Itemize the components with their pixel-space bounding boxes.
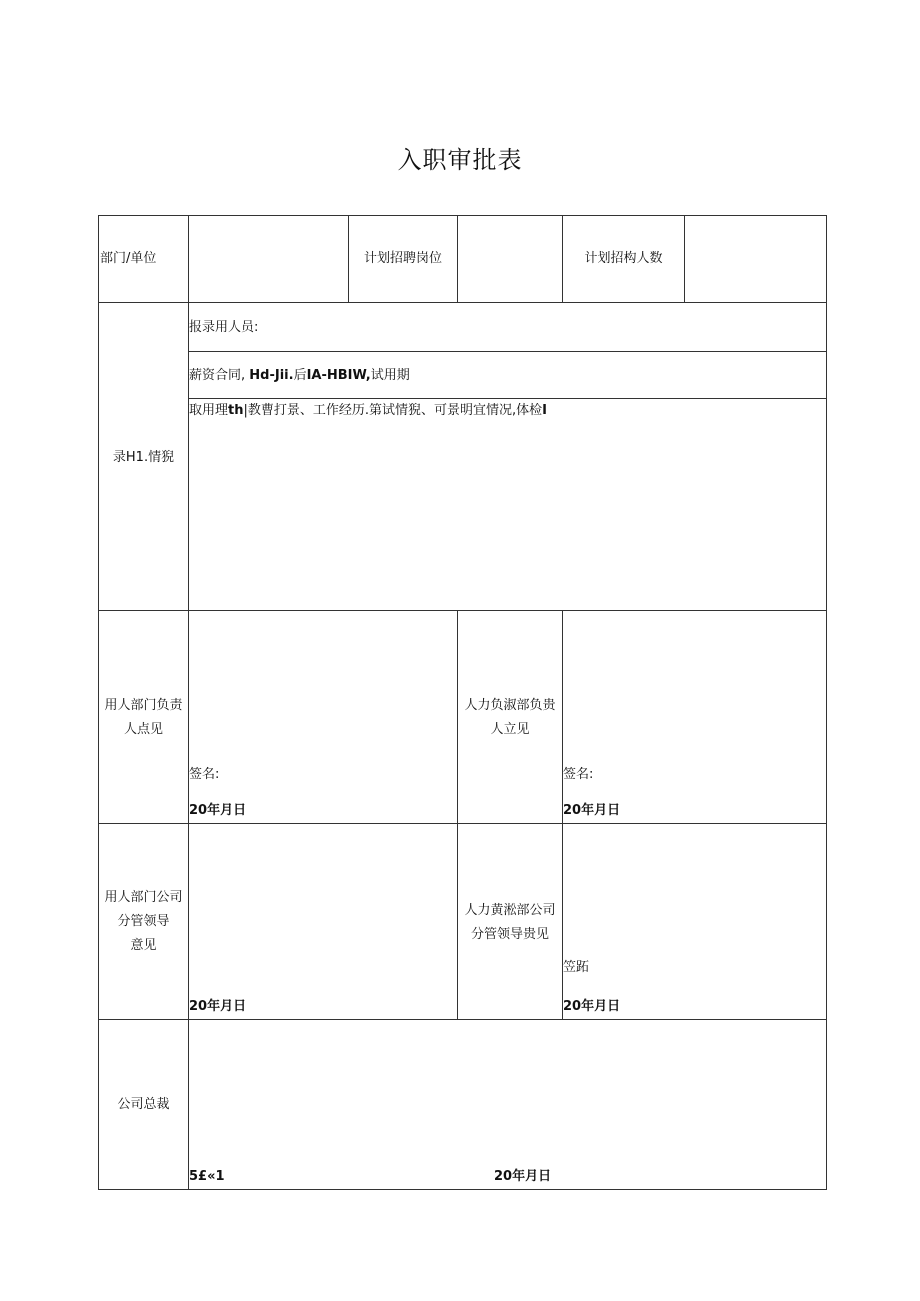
hr-head-sign-label: 签名: [563,767,594,782]
ceo-date: 20年月日 [494,1169,552,1184]
salary-label-d: IA-HBIW, [306,368,371,383]
salary-label-e: 试用期 [370,368,410,383]
label-line: 分管领导 [117,914,170,929]
label-line: 用人部门公司 [104,890,183,905]
dept-head-sign-label: 签名: [189,767,220,782]
dept-field[interactable] [190,217,346,301]
dept-leader-opinion-label [99,886,188,958]
hire-salary-line [189,364,410,388]
label-line: 意见 [130,938,157,953]
label-line: 人点见 [123,722,163,737]
label-line: 分管领导贵见 [470,927,549,942]
dept-head-date: 20年月日 [189,803,247,818]
dept-leader-date: 20年月日 [189,999,247,1014]
hire-reason-line [189,399,547,423]
position-label: 计划招聘岗位 [363,251,442,266]
hire-person-label: 报录用人员: [189,320,259,335]
dept-head-opinion-label [99,694,188,742]
form-title: 入职审批表 [397,146,523,174]
row-divider [188,351,827,352]
column-divider [188,215,189,1190]
headcount-field[interactable] [686,217,825,301]
dept-label: 部门/单位 [100,251,157,266]
reason-d: I [542,403,547,418]
reason-a: 取用理 [189,403,229,418]
row-divider [98,610,827,611]
ceo-label: 公司总裁 [117,1097,170,1112]
label-line: 人立见 [490,722,530,737]
salary-label-a: 薪资合同, [189,368,246,383]
column-divider [684,215,685,302]
row-divider [98,823,827,824]
hr-head-opinion-label [458,694,562,742]
hire-section-label: 录H1.情猊 [112,450,175,465]
hr-leader-opinion-label [458,899,562,947]
reason-c: |教曹打景、工作经历.第试情猊、可景明宜情况,体检 [243,403,543,418]
hr-head-date: 20年月日 [563,803,621,818]
row-divider [98,1019,827,1020]
row-divider [98,302,827,303]
hr-leader-date: 20年月日 [563,999,621,1014]
label-line: 人力负淑部负贵 [464,698,556,713]
salary-label-b: Hd-Jii. [249,368,294,383]
column-divider [457,215,458,302]
headcount-label: 计划招构人数 [584,251,663,266]
column-divider [457,610,458,1019]
hr-leader-sign-label: 笠跖 [563,960,590,975]
label-line: 用人部门负责 [104,698,183,713]
reason-b: th [228,403,244,418]
salary-label-c: 后 [293,368,307,383]
position-field[interactable] [459,217,561,301]
label-line: 人力黄淞部公司 [464,903,556,918]
ceo-sign: 5£«1 [189,1169,225,1184]
